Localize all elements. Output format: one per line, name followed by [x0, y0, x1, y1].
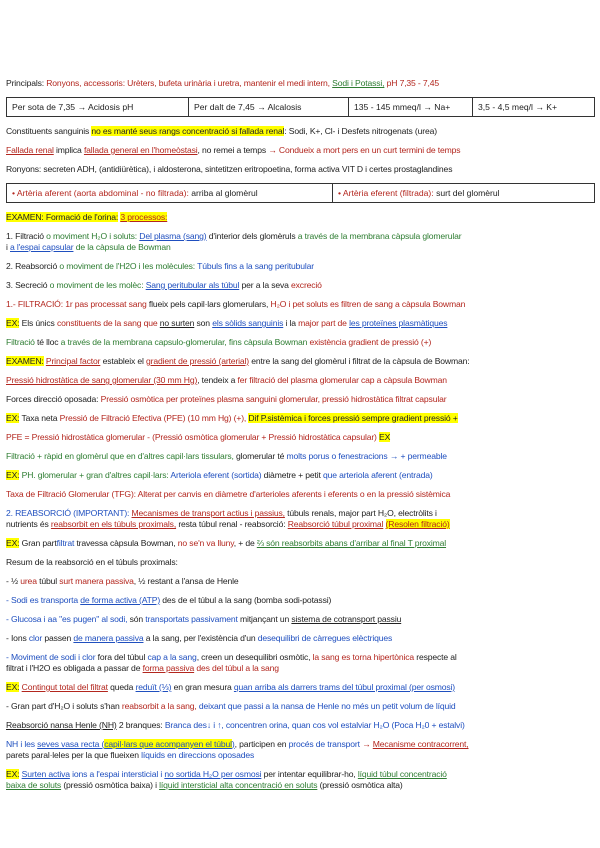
ex6-e: per intentar equilibrar-ho,: [263, 769, 356, 779]
filtloc-b: té lloc: [36, 337, 59, 347]
ex6-h: (pressió osmòtica baixa) i: [63, 780, 157, 790]
ex3-d: diàmetre + petit: [263, 470, 321, 480]
ph-cell-acidosis: Per sota de 7,35 → Acidosis pH: [7, 98, 189, 117]
nh-a: NH i les: [6, 739, 35, 749]
ex1-h: major part de: [298, 318, 347, 328]
bullet-sodi: [6, 595, 594, 605]
forces-b: Pressió osmòtica per proteïnes plasma sanguini glomerular, pressió hidrostàtica filtrat capsular: [100, 394, 447, 404]
examen2-c: estableix el: [102, 356, 144, 366]
bul5-d: cap a la sang: [147, 652, 197, 662]
process-3-line: [6, 280, 594, 290]
bul5-c: fora del túbul: [97, 652, 146, 662]
ex4-c: filtrat: [56, 538, 75, 548]
p3-e: excreció: [291, 280, 322, 290]
bul5-j: des del túbul a la sang: [196, 663, 279, 673]
filtracio-c: flueix pels capil·lars glomerulars,: [148, 299, 269, 309]
bul5-e: , creen un desequilibri osmòtic,: [196, 652, 311, 662]
ex5-d: reduït (⅓): [135, 682, 172, 692]
bul1-e: , ½ restant a l'ansa de Henle: [133, 576, 239, 586]
ex2-b: Taxa neta: [21, 413, 58, 423]
examen-formacio-a: EXAMEN: Formació de l'orina:: [6, 212, 119, 222]
constituents-c: : Sodi, K+, Cl- i Desfets nitrogenats (urea): [284, 126, 437, 136]
examen2-e: entre la sang del glomèrul i filtrat de la càpsula de Bowman:: [251, 356, 470, 366]
fallada-a: Fallada renal: [6, 145, 54, 155]
principals-ph: pH 7,35 - 7,45: [386, 78, 440, 88]
ex2-c: Pressió de Filtració Efectiva (PFE) (10 mm Hg) (+),: [59, 413, 247, 423]
nh-f: procés de transport: [288, 739, 360, 749]
ex4-a: EX:: [6, 538, 20, 548]
arteria-eferent-label: • Artèria eferent (filtrada):: [338, 188, 434, 198]
resum-line: Resum de la reabsorció en el túbuls proximals:: [6, 557, 178, 567]
ph-table: [6, 97, 595, 117]
filtracio-loc-line: [6, 337, 594, 347]
ex6-g: baixa de soluts: [6, 780, 62, 790]
ex1-b: Els únics: [21, 318, 55, 328]
ex6-d: no sortida H₂O per osmosi: [164, 769, 262, 779]
ex3-a: EX:: [6, 470, 20, 480]
p2-a: 2. Reabsorció: [6, 261, 58, 271]
p1-f: i: [6, 242, 8, 252]
granpart-b: s'han: [100, 701, 120, 711]
reab-b: Mecanismes de transport actius i passius,: [131, 508, 285, 518]
fallada-c: fallada general en l'homeòstasi: [83, 145, 198, 155]
ex1-g: i la: [285, 318, 296, 328]
bul1-d: surt manera passiva: [59, 576, 134, 586]
examen-factor-line: [6, 356, 594, 366]
pfe-a: PFE = Pressió hidrostàtica glomerular - (Pressió osmòtica glomerular + Pressió hidrostàtica capsular): [6, 432, 377, 442]
nh-g: →: [362, 739, 371, 749]
ex4-e: no se'n va lluny: [177, 538, 234, 548]
bullet-moviment-2: [6, 663, 594, 673]
ex-gran-part-line: [6, 538, 594, 548]
arteria-aferent-label: • Artèria aferent (aorta abdominal - no filtrada):: [12, 188, 189, 198]
filtrapid-a: Filtració + ràpid en glomèrul que en d'altres capil·lars tissulars,: [6, 451, 234, 461]
principals-line: [6, 78, 594, 88]
reab-a: 2. REABSORCIÓ (IMPORTANT):: [6, 508, 130, 518]
arteria-table: [6, 183, 595, 203]
examen2-a: EXAMEN:: [6, 356, 44, 366]
principals-salts: Sodi i Potassi,: [332, 78, 385, 88]
ex-contingut-line: [6, 682, 594, 692]
ex4-b: Gran part: [21, 538, 57, 548]
ph-cell-potassium: 3,5 - 4,5 meq/l → K+: [473, 98, 595, 117]
ex1-a: EX:: [6, 318, 20, 328]
p2-c: Túbuls fins a la sang peritubular: [197, 261, 315, 271]
bul4-f: desequilibri de càrregues elèctriques: [257, 633, 393, 643]
ex4-d: travessa càpsula Bowman,: [76, 538, 176, 548]
henle-line: [6, 720, 594, 730]
filtloc-c: a través de la membrana capsulo-glomerular, fins càpsula Bowman: [60, 337, 308, 347]
ex3-b: PH. glomerular + gran d'altres capil·lars:: [21, 470, 169, 480]
filtloc-d: existència gradient de pressió (+): [309, 337, 432, 347]
principals-rest: : Urèters, bufeta urinària i uretra, mantenir el medi intern,: [122, 78, 330, 88]
ex6-i: líquid intersticial alta concentració en soluts: [159, 780, 318, 790]
ex5-e: en gran mesura: [173, 682, 232, 692]
reab-h: Reabsorció túbul proximal: [287, 519, 384, 529]
forces-a: Forces direcció oposada:: [6, 394, 99, 404]
examen2-b: Principal factor: [45, 356, 101, 366]
bul3-b: són: [129, 614, 144, 624]
ex3-c: Arteriola eferent (sortida): [170, 470, 262, 480]
constituents-a: Constituents sanguinis: [6, 126, 90, 136]
ex5-f: quan arriba als darrers trams del túbul proximal (per osmosi): [233, 682, 455, 692]
p1-e: a través de la membrana càpsula glomerular: [297, 231, 462, 241]
fallada-e: → Condueix a mort pers en un curt termini de temps: [268, 145, 461, 155]
bul5-a: - Moviment de sodi i: [6, 652, 80, 662]
ex-surten-line-2: [6, 780, 594, 790]
bul2-a: - Sodi es transporta: [6, 595, 78, 605]
ex1-c: constituents de la sang que: [56, 318, 158, 328]
ex5-b: Contingut total del filtrat: [21, 682, 108, 692]
reab-g: resta túbul renal - reabsorció:: [178, 519, 286, 529]
filtracio-a: 1.- FILTRACIÓ:: [6, 299, 63, 309]
bul3-e: sistema de cotransport passiu: [291, 614, 402, 624]
ex1-e: son: [196, 318, 210, 328]
nh-b: seves vasa recta (: [37, 739, 105, 749]
ph-table-row: [7, 98, 595, 117]
bul5-b: clor: [82, 652, 96, 662]
bul1-c: túbul: [39, 576, 57, 586]
tfg-line: Taxa de Filtració Glomerular (TFG): Alterat per canvis en diàmetre d'arterioles aferents i eferents o en la pressió sistèmica: [6, 489, 451, 499]
ex1-f: els sòlids sanguinis: [212, 318, 284, 328]
p1-h: de la càpsula de Bowman: [75, 242, 171, 252]
ex4-g: ⅔ són reabsorbits abans d'arribar al final T proximal: [256, 538, 447, 548]
nh-line-2: [6, 750, 594, 760]
filtrapid-c: molts porus o fenestracions: [286, 451, 388, 461]
p3-d: per a la seva: [241, 280, 289, 290]
forces-line: [6, 394, 594, 404]
henle-b: 2 branques:: [118, 720, 163, 730]
granpart-c: reabsorbit a la sang,: [121, 701, 197, 711]
ex6-c: ions a l'espai intersticial i: [72, 769, 163, 779]
constituents-b: no es manté seus rangs concentració si fallada renal: [91, 126, 285, 136]
pressio-a: Pressió hidrostàtica de sang glomerular (30 mm Hg): [6, 375, 198, 385]
nh-d: ): [231, 739, 235, 749]
bullet-moviment: [6, 652, 594, 662]
p3-a: 3. Secreció: [6, 280, 48, 290]
nh-e: , participen en: [234, 739, 287, 749]
p3-b: o moviment de les molèc:: [49, 280, 144, 290]
henle-a: Reabsorció nansa Henle (NH): [6, 720, 117, 730]
nh-h: Mecanisme contracorrent,: [372, 739, 469, 749]
bul4-b: clor: [28, 633, 43, 643]
p3-c: Sang peritubular als túbul: [145, 280, 240, 290]
ph-cell-sodium: 135 - 145 mmeq/l → Na+: [349, 98, 473, 117]
ex6-f: líquid túbul concentració: [357, 769, 447, 779]
examen-formacio-b: 3 processos:: [120, 212, 168, 222]
bullet-clor: [6, 633, 594, 643]
bul3-a: - Glucosa i aa "es pugen" al sodi,: [6, 614, 128, 624]
henle-c: Branca des↓ i ↑, concentren orina, quan cos vol estalviar H₂O (Poca H₂0 + estalvi): [164, 720, 465, 730]
ex-pfe-line: [6, 413, 594, 423]
fallada-d: , no remei a temps: [197, 145, 266, 155]
pressio-line: [6, 375, 594, 385]
arteria-eferent-cell: [333, 184, 595, 203]
ex1-i: les proteïnes plasmàtiques: [349, 318, 448, 328]
filtracio-line: [6, 299, 594, 309]
ex6-j: (pressió osmòtica alta): [319, 780, 403, 790]
reabsorcio-line-2: [6, 519, 594, 529]
examen2-d: gradient de pressió (arterial): [146, 356, 250, 366]
nh-j: líquids en direccions oposades: [141, 750, 255, 760]
bul5-i: forma passiva: [142, 663, 195, 673]
bul3-c: transportats passivament: [145, 614, 238, 624]
ex3-f: arteriola aferent (entrada): [339, 470, 433, 480]
pressio-c: fer filtració del plasma glomerular cap a càpsula Bowman: [237, 375, 447, 385]
ex3-e: que: [323, 470, 337, 480]
principals-organs: Ronyons, accessoris: [46, 78, 123, 88]
reab-f: reabsorbit en els túbuls proximals,: [50, 519, 177, 529]
reabsorcio-line: [6, 508, 594, 518]
principals-label: Principals:: [6, 78, 44, 88]
bul5-f: la sang es torna hipertònica: [312, 652, 414, 662]
ph-cell-alcalosis: Per dalt de 7,45 → Alcalosis: [189, 98, 349, 117]
bul3-d: mitjançant un: [239, 614, 290, 624]
nh-line: [6, 739, 594, 749]
process-1-line-2: [6, 242, 594, 252]
ex5-a: EX:: [6, 682, 20, 692]
reab-i: (Resolen filtració): [385, 519, 450, 529]
ex6-a: EX:: [6, 769, 20, 779]
p1-a: 1. Filtració: [6, 231, 44, 241]
bul5-g: respecte al: [416, 652, 457, 662]
p1-b: o moviment H₂O i soluts:: [46, 231, 138, 241]
arteria-eferent-text: surt del glomèrul: [436, 188, 500, 198]
reab-d: nutrients: [6, 519, 38, 529]
bul1-b: urea: [20, 576, 37, 586]
constituents-line: [6, 126, 594, 136]
ex-arteriola-line: [6, 470, 594, 480]
process-2-line: [6, 261, 594, 271]
bul4-e: a la sang, per l'existència d'un: [145, 633, 256, 643]
granpart-d: deixant que passi a la nansa de Henle no més un petit volum de líquid: [198, 701, 456, 711]
granpart-a: - Gran part d'H₂O i soluts: [6, 701, 98, 711]
ex-surten-line: [6, 769, 594, 779]
filtrapid-d: → + permeable: [389, 451, 447, 461]
ronyons-line: Ronyons: secreten ADH, (antidiürètica), i aldosterona, sintetitzen eritropoetina, forma activa VIT D i certes prostaglandines: [6, 164, 453, 174]
bullet-glucosa: [6, 614, 594, 624]
nh-i: parets paral·leles per la que flueixen: [6, 750, 139, 760]
bul5-h: filtrat i l'H2O es obligada a passar de: [6, 663, 141, 673]
filtrapid-b: glomerular té: [236, 451, 285, 461]
p1-g: a l'espai capsular: [10, 242, 74, 252]
bullet-urea: [6, 576, 594, 586]
process-1-line: [6, 231, 594, 241]
ex-solids-line: [6, 318, 594, 328]
ex2-d: Dif P.sistèmica i forces pressió sempre gradient pressió +: [248, 413, 458, 423]
ex6-b: Surten activa: [21, 769, 70, 779]
filtracio-d: H₂O i pet soluts es filtren de sang a càpsula Bowman: [270, 299, 466, 309]
examen-formacio-line: [6, 212, 594, 222]
ex2-a: EX:: [6, 413, 20, 423]
arteria-aferent-cell: [7, 184, 333, 203]
filtloc-a: Filtració: [6, 337, 35, 347]
filtracio-b: 1r pas processat sang: [65, 299, 147, 309]
p2-b: o moviment de l'H2O i les molècules:: [59, 261, 196, 271]
bul4-a: - Ions: [6, 633, 27, 643]
arteria-aferent-text: arriba al glomèrul: [191, 188, 258, 198]
bul4-c: passen: [44, 633, 72, 643]
nh-c: capil·lars que acompanyen el túbul: [104, 739, 232, 749]
bul2-c: des de el túbul a la sang (bomba sodi-potassi): [162, 595, 332, 605]
arteria-table-row: [7, 184, 595, 203]
pfe-formula-line: [6, 432, 594, 442]
reab-c: túbuls renals, major part H₂O, electròlits i: [287, 508, 437, 518]
ex5-c: queda: [110, 682, 134, 692]
filtracio-rapid-line: [6, 451, 594, 461]
reab-e: és: [39, 519, 49, 529]
pfe-b: EX: [379, 432, 391, 442]
ex4-f: , + de: [233, 538, 255, 548]
fallada-line: [6, 145, 594, 155]
pressio-b: , tendeix a: [197, 375, 236, 385]
p1-d: d'interior dels glomèruls: [208, 231, 296, 241]
p1-c: Del plasma (sang): [139, 231, 207, 241]
fallada-b: implica: [55, 145, 82, 155]
ex1-d: no surten: [159, 318, 195, 328]
bul2-b: de forma activa (ATP): [80, 595, 161, 605]
bul1-a: - ½: [6, 576, 18, 586]
gran-part-aigua-line: [6, 701, 594, 711]
bul4-d: de manera passiva: [73, 633, 144, 643]
